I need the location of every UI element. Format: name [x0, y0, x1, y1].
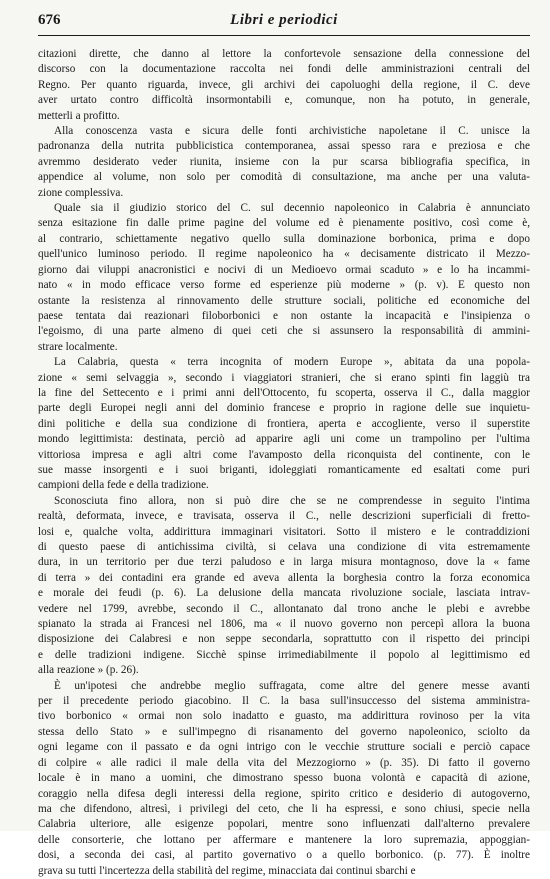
header-rule	[38, 35, 530, 36]
text-line: di colpire « alle radici il male della vita del Mezzogiorno » (p. 35). Di fatto il governo	[38, 756, 530, 769]
text-line: grava su tutti l'incertezza della stabilità del regime, minacciata dai continui sbarchi e	[38, 864, 416, 877]
paragraph	[38, 201, 530, 355]
text-line: dosi, a seconda dei casi, al partito governativo o a quello borbonico. (p. 77). È inoltre	[38, 849, 530, 862]
text-line: appendice al volume, non solo per comodità di consultazione, ma anche per una valuta-	[38, 171, 530, 184]
running-title: Libri e periodici	[230, 12, 338, 28]
text-line: campioni della fede e della tradizione.	[38, 479, 209, 492]
text-line: strare localmente.	[38, 340, 118, 353]
text-line: paese tentata dai reazionari filoborbonici e non ostante la incapacità e l'insipienza o	[38, 309, 530, 322]
text-line: ogni legame con il passato e da ogni intrigo con le vecchie strutture sociali e perciò capace	[38, 741, 530, 754]
text-line: discorso con la documentazione raccolta nei fondi delle amministrazioni centrali del	[38, 63, 530, 76]
text-line: ma che difendono, altresì, i privilegi del ceto, che li ha espressi, e sono chiusi, specie nella	[38, 802, 530, 815]
text-line: Quale sia il giudizio storico del C. sul decennio napoleonico in Calabria è annunciato	[54, 202, 530, 215]
paragraph	[38, 47, 530, 124]
text-line: Sconosciuta fino allora, non si può dire che se ne comprendesse in seguito l'intima	[54, 494, 530, 507]
paragraph	[38, 355, 530, 494]
text-line: la fine del Settecento e i primi anni dell'Ottocento, fu scoperta, osserva il C., dalla maggior	[38, 386, 530, 399]
text-line: citazioni dirette, che danno al lettore la confortevole sensazione della connessione del	[38, 48, 530, 60]
page-header	[38, 10, 530, 36]
text-line: dura, in un territorio per due terzi paludoso e in larga misura montagnoso, dove la « fame	[38, 556, 530, 569]
text-line: sue masse insorgenti e i suoi briganti, idoleggiati romanticamente ed esaltati come puri	[38, 463, 530, 476]
text-line: aver urtato contro difficoltà insormontabili e, comunque, non ha potuto, in generale,	[38, 94, 530, 107]
text-line: quell'unico luminoso periodo. Il regime napoleonico ha « decisamente districato il Mezzo-	[38, 248, 530, 261]
text-line: spianato la strada ai Francesi nel 1806, ma « il nuovo governo non percepì allora la buona	[38, 618, 530, 631]
text-line: padronanza della nutrita pubblicistica contemporanea, assai spesso rara e preziosa e che	[38, 140, 530, 153]
text-line: stessa dello Stato » e sull'impegno di risanamento del governo napoleonico, sciolto da	[38, 725, 530, 738]
text-line: coraggio nella difesa degli interessi della regione, spirito critico e desiderio di autogoverno,	[38, 787, 530, 800]
text-line: Calabria ulteriore, alle esigenze popolari, mentre sono influenzati dall'alterno prevalere	[38, 818, 530, 831]
text-line: per il precedente periodo giacobino. Il C. la basa sull'insuccesso del sistema amministra-	[38, 695, 530, 708]
text-line: al contrario, schiettamente negativo quello sulla dominazione borbonica, prima e dopo	[38, 232, 530, 245]
paragraph	[38, 124, 530, 201]
text-line: locale è in mano a uomini, che dimostrano spesso buona volontà e capacità di azione,	[38, 772, 530, 785]
text-line: Alla conoscenza vasta e sicura delle fonti archivistiche napoletane il C. unisce la	[54, 125, 530, 138]
paragraph	[38, 494, 530, 679]
page-number: 676	[38, 12, 61, 28]
text-line: giorno dai viluppi anacronistici e nocivi di un Medioevo ormai scaduto » e lo ha incammi-	[38, 263, 530, 276]
text-line: È un'ipotesi che andrebbe meglio suffragata, come altre del genere messe avanti	[54, 679, 530, 692]
text-line: zione complessiva.	[38, 186, 124, 199]
text-line: zione « semi selvaggia », secondo i viaggiatori stranieri, che si erano spinti fin laggiù tra	[38, 371, 530, 384]
text-line: vedere nel 1799, avrebbe, secondo il C., allontanato dal trono anche le plebi e avrebbe	[38, 602, 530, 615]
text-line: e delle tradizioni indigene. Sicchè spinse irrimediabilmente il popolo al legittimismo ed	[38, 648, 530, 661]
text-line: La Calabria, questa « terra incognita of modern Europe », abitata da una popola-	[54, 356, 530, 369]
text-line: di questo paese di antichissima civiltà, si celava una condizione di vita estremamente	[38, 541, 530, 553]
text-line: disposizione dei Calabresi e non seppe secondarla, soprattutto con il rispetto dei principi	[38, 633, 530, 646]
text-line: Regno. Per quanto riguarda, invece, gli archivi dei capoluoghi della regione, il C. deve	[38, 78, 530, 91]
text-line: senza esitazione fin dalle prime pagine del volume ed è pienamente positivo, così come è,	[38, 217, 530, 230]
text-line: losi e, qualche volta, addirittura immaginari visitatori. Sotto il mistero e le contraddizioni	[38, 525, 530, 538]
text-line: delle consorterie, che lottano per affermare e mantenere la loro supremazia, appoggian-	[38, 833, 530, 846]
text-line: vittoriosa impresa e agli altri come l'avamposto della riconquista del continente, con le	[38, 448, 530, 461]
text-line: realtà, deformata, invece, e travisata, osserva il C., nelle descrizioni superficiali di fretto-	[38, 510, 530, 523]
text-line: alla reazione » (p. 26).	[38, 664, 139, 677]
text-line: avremmo desiderato veder riunita, insieme con la pur scarsa bibliografia specifica, in	[38, 155, 530, 168]
text-line: nato « in modo efficace verso forme ed esperienze più moderne » (p. v). E questo non	[38, 279, 530, 292]
text-line: dini politiche e della sua condizione di frontiera, aperta e accogliente, verso il superstite	[38, 417, 530, 430]
text-line: metterli a profitto.	[38, 109, 120, 122]
text-line: ostante la resistenza al rinnovamento delle strutture sociali, politiche ed economiche del	[38, 294, 530, 307]
paragraph	[38, 679, 530, 879]
text-line: parte degli Europei negli anni del dominio francese e proprio in ragione delle sue inquietu-	[38, 402, 530, 415]
text-line: tivo borbonico « ormai non solo inadatto e guasto, ma addirittura rovinoso per la vita	[38, 710, 530, 723]
text-line: e morale dei feudi (p. 6). La delusione della mancata rivoluzione sociale, lasciata intrav-	[38, 587, 530, 600]
text-line: di terra » dei contadini era grande ed aveva allenta la borghesia contro la forza economica	[38, 571, 530, 584]
text-line: l'egoismo, di una parte almeno di quei ceti che si assunsero la responsabilità di ammini-	[38, 325, 530, 338]
article-body	[38, 47, 530, 879]
text-line: mondo legittimista: destinata, perciò ad apparire agli uni come un trampolino per l'ultima	[38, 433, 530, 446]
